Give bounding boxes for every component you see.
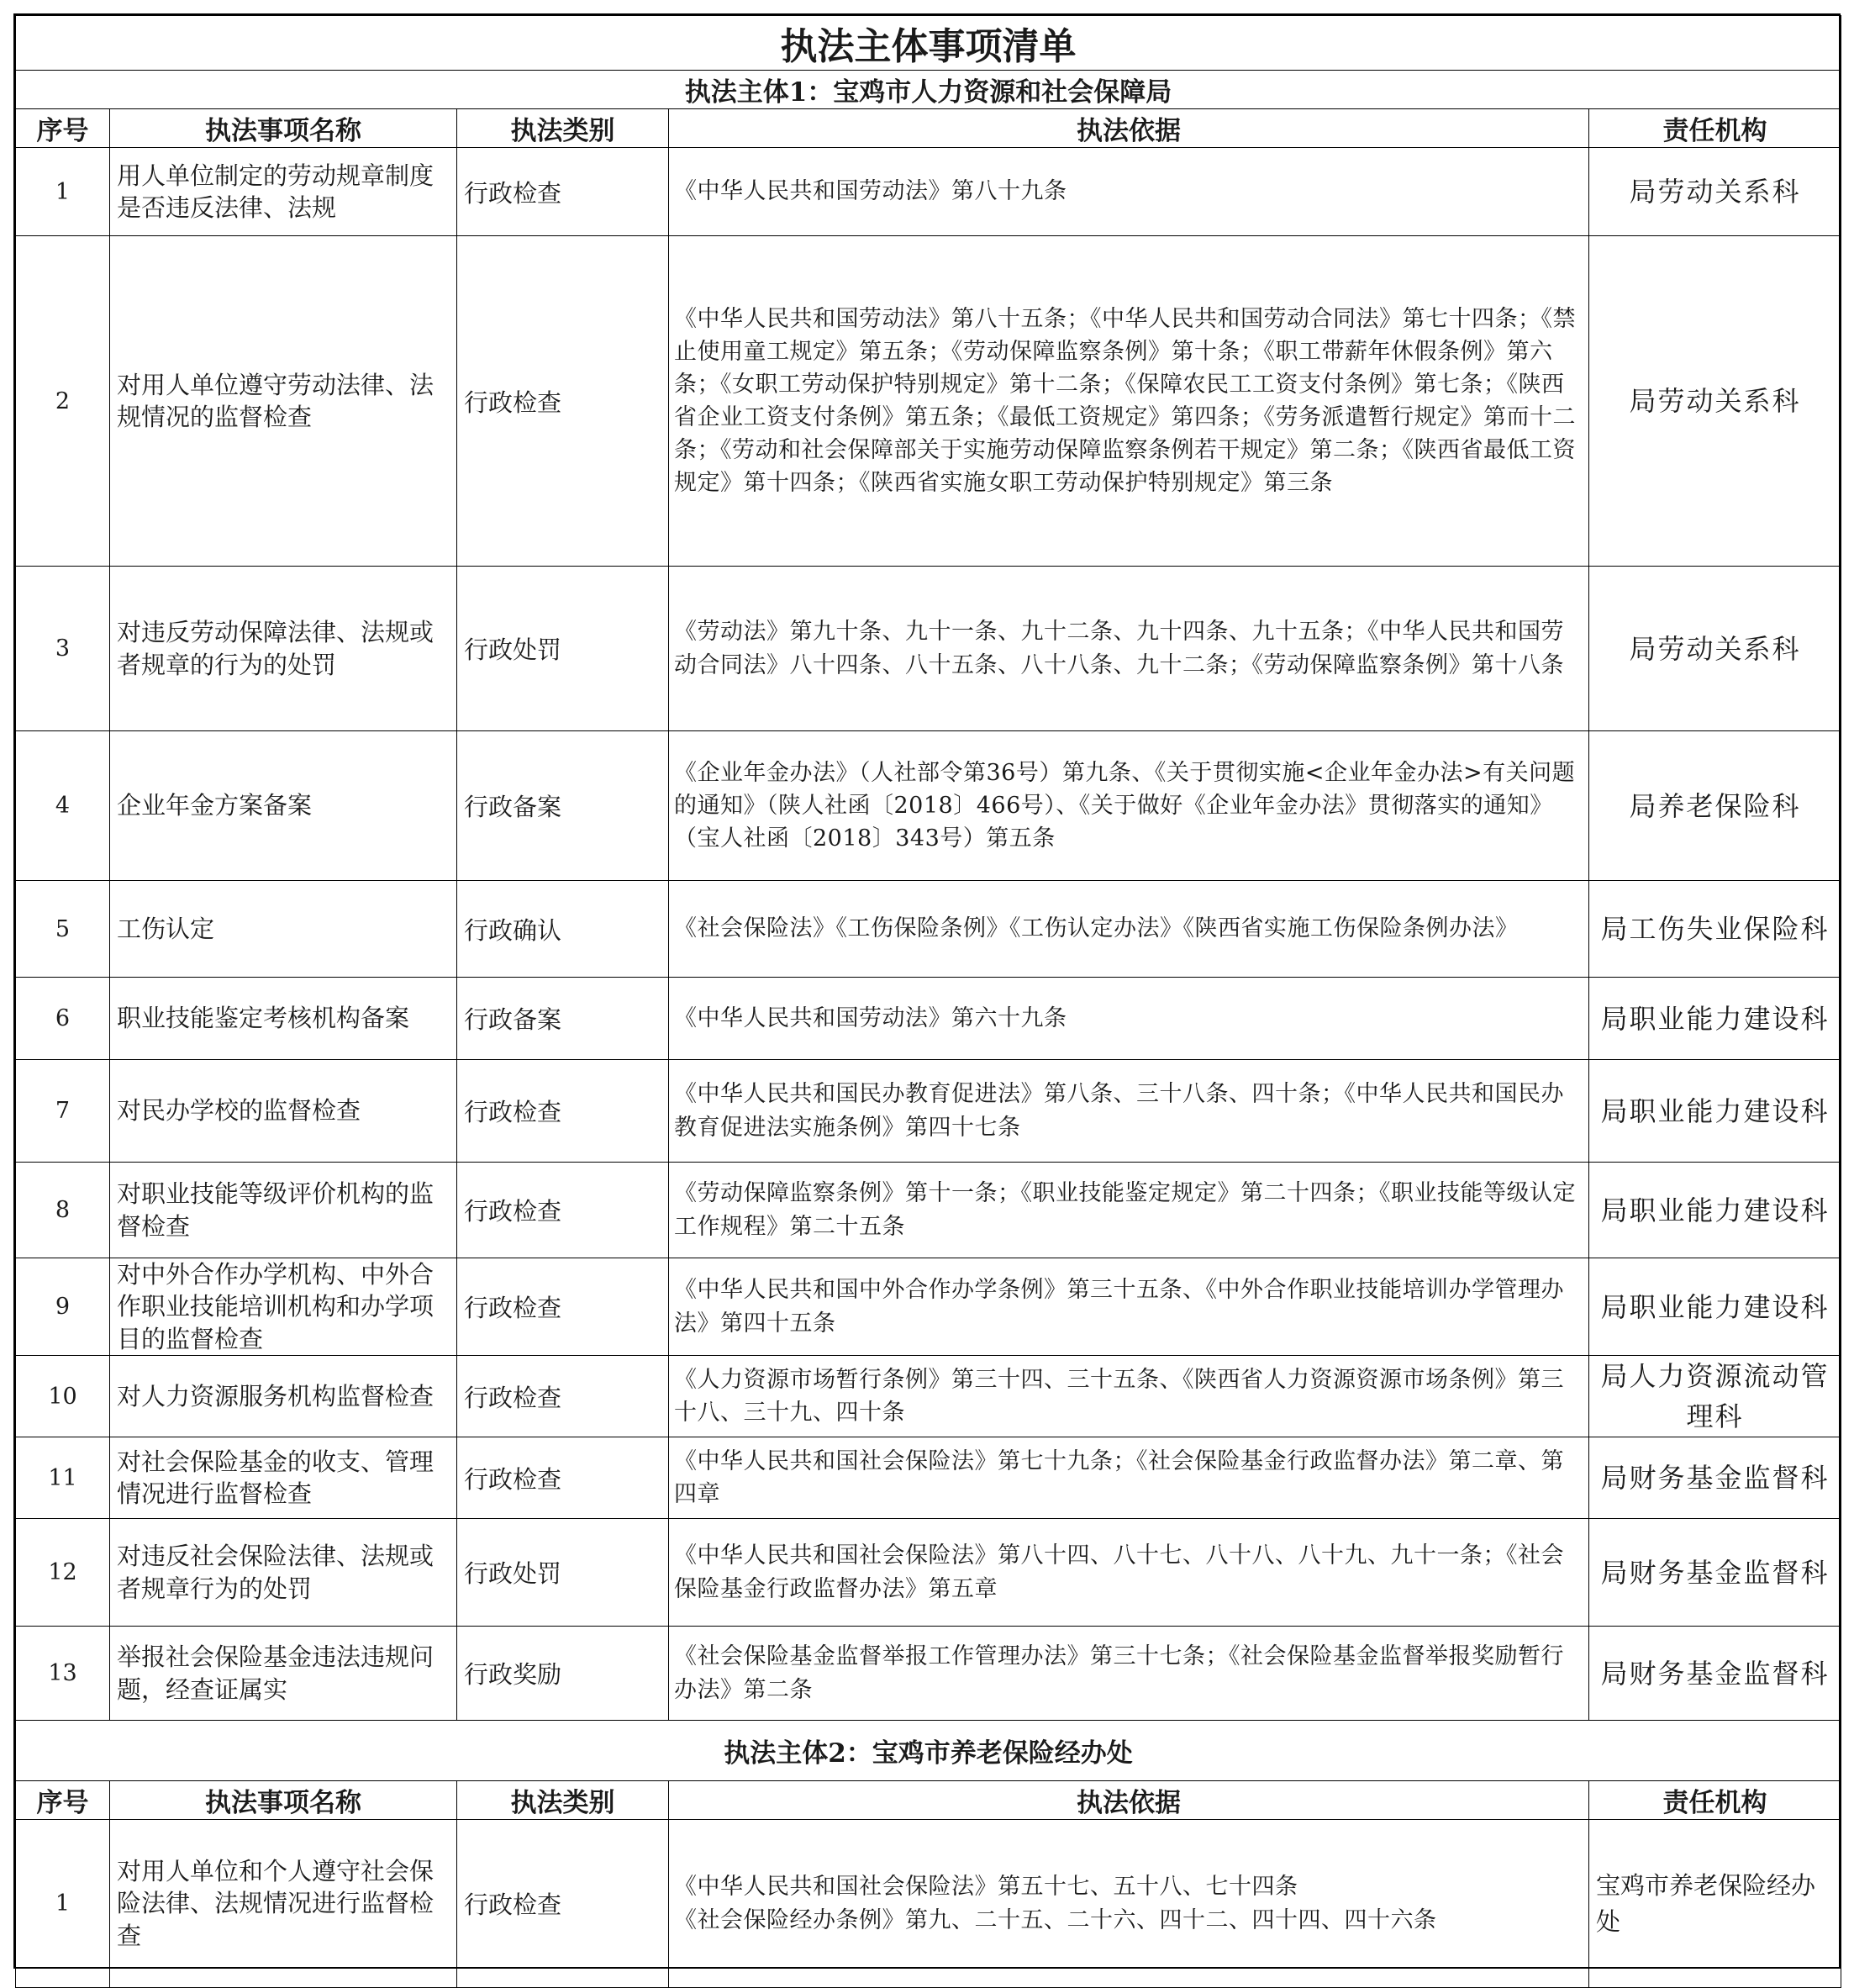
- row-item-name: 对职业技能等级评价机构的监督检查: [110, 1163, 457, 1258]
- row-item-name: 工伤认定: [110, 881, 457, 978]
- header-name: 执法事项名称: [110, 1781, 457, 1820]
- header-org: 责任机构: [1589, 109, 1841, 148]
- row-item-name: 对人力资源服务机构监督检查: [110, 1356, 457, 1437]
- row-item-name: 用人单位制定的劳动规章制度是否违反法律、法规: [110, 148, 457, 236]
- row-item-name: 职业技能鉴定考核机构备案: [110, 978, 457, 1060]
- row-org: 局工伤失业保险科: [1589, 881, 1841, 978]
- row-seq: 8: [16, 1163, 110, 1258]
- row-type: 行政确认: [457, 881, 669, 978]
- header-basis: 执法依据: [669, 109, 1589, 148]
- row-type: 行政检查: [457, 1820, 669, 1988]
- row-org: 局劳动关系科: [1589, 567, 1841, 731]
- table-row: [16, 1258, 1841, 1356]
- row-basis: 《中华人民共和国社会保险法》第八十四、八十七、八十八、八十九、九十一条；《社会保险基金行政监督办法》第五章: [669, 1519, 1589, 1627]
- row-item-name: 对民办学校的监督检查: [110, 1060, 457, 1163]
- row-type: 行政检查: [457, 1437, 669, 1519]
- row-basis: 《中华人民共和国社会保险法》第七十九条；《社会保险基金行政监督办法》第二章、第四章: [669, 1437, 1589, 1519]
- row-item-name: 企业年金方案备案: [110, 731, 457, 881]
- row-org: 局财务基金监督科: [1589, 1519, 1841, 1627]
- table-row: [16, 978, 1841, 1060]
- row-basis: 《中华人民共和国劳动法》第八十五条；《中华人民共和国劳动合同法》第七十四条；《禁止使用童工规定》第五条；《劳动保障监察条例》第十条；《职工带薪年休假条例》第六条；《女职工劳动保护特别规定》第十二条；《保障农民工工资支付条例》第七条；《陕西省企业工资支付条例》第五条；《最低工资规定》第四条；《劳务派遣暂行规定》第而十二条；《劳动和社会保障部关于实施劳动保障监察条例若干规定》第二条；《陕西省最低工资规定》第十四条；《陕西省实施女职工劳动保护特别规定》第三条: [669, 236, 1589, 567]
- row-seq: 1: [16, 1820, 110, 1988]
- entity-title: 执法主体2：宝鸡市养老保险经办处: [16, 1721, 1841, 1781]
- row-seq: 4: [16, 731, 110, 881]
- row-type: 行政检查: [457, 1060, 669, 1163]
- table-row: [16, 1356, 1841, 1437]
- header-seq: 序号: [16, 109, 110, 148]
- row-basis: 《中华人民共和国劳动法》第八十九条: [669, 148, 1589, 236]
- row-basis: 《社会保险法》《工伤保险条例》《工伤认定办法》《陕西省实施工伤保险条例办法》: [669, 881, 1589, 978]
- row-org: 局职业能力建设科: [1589, 1060, 1841, 1163]
- row-basis: 《中华人民共和国劳动法》第六十九条: [669, 978, 1589, 1060]
- table-row: [16, 881, 1841, 978]
- row-type: 行政检查: [457, 236, 669, 567]
- row-org: 局劳动关系科: [1589, 236, 1841, 567]
- row-type: 行政检查: [457, 1356, 669, 1437]
- row-org: 宝鸡市养老保险经办处: [1589, 1820, 1841, 1988]
- row-basis: 《劳动法》第九十条、九十一条、九十二条、九十四条、九十五条；《中华人民共和国劳动合同法》八十四条、八十五条、八十八条、九十二条；《劳动保障监察条例》第十八条: [669, 567, 1589, 731]
- row-basis: 《企业年金办法》（人社部令第36号）第九条、《关于贯彻实施<企业年金办法>有关问题的通知》（陕人社函〔2018〕466号）、《关于做好《企业年金办法》贯彻落实的通知》（宝人社函〔2018〕343号）第五条: [669, 731, 1589, 881]
- table-row: [16, 148, 1841, 236]
- header-type: 执法类别: [457, 109, 669, 148]
- row-org: 局职业能力建设科: [1589, 1258, 1841, 1356]
- row-basis: 《中华人民共和国中外合作办学条例》第三十五条、《中外合作职业技能培训办学管理办法》第四十五条: [669, 1258, 1589, 1356]
- table-row: [16, 236, 1841, 567]
- row-seq: 1: [16, 148, 110, 236]
- row-basis: 《人力资源市场暂行条例》第三十四、三十五条、《陕西省人力资源资源市场条例》第三十八、三十九、四十条: [669, 1356, 1589, 1437]
- table-row: [16, 1820, 1841, 1988]
- row-type: 行政检查: [457, 148, 669, 236]
- header-type: 执法类别: [457, 1781, 669, 1820]
- entity-row: [16, 71, 1841, 109]
- header-row: [16, 109, 1841, 148]
- row-basis: 《中华人民共和国社会保险法》第五十七、五十八、七十四条 《社会保险经办条例》第九、二十五、二十六、四十二、四十四、四十六条: [669, 1820, 1589, 1988]
- row-item-name: 对社会保险基金的收支、管理情况进行监督检查: [110, 1437, 457, 1519]
- row-basis: 《社会保险基金监督举报工作管理办法》第三十七条；《社会保险基金监督举报奖励暂行办法》第二条: [669, 1627, 1589, 1721]
- header-basis: 执法依据: [669, 1781, 1589, 1820]
- table-row: [16, 1627, 1841, 1721]
- row-basis: 《中华人民共和国民办教育促进法》第八条、三十八条、四十条；《中华人民共和国民办教育促进法实施条例》第四十七条: [669, 1060, 1589, 1163]
- table-row: [16, 1163, 1841, 1258]
- row-type: 行政处罚: [457, 1519, 669, 1627]
- table-row: [16, 1437, 1841, 1519]
- row-seq: 3: [16, 567, 110, 731]
- row-org: 局财务基金监督科: [1589, 1627, 1841, 1721]
- row-type: 行政备案: [457, 978, 669, 1060]
- row-seq: 10: [16, 1356, 110, 1437]
- row-item-name: 对中外合作办学机构、中外合作职业技能培训机构和办学项目的监督检查: [110, 1258, 457, 1356]
- row-item-name: 举报社会保险基金违法违规问题，经查证属实: [110, 1627, 457, 1721]
- header-name: 执法事项名称: [110, 109, 457, 148]
- row-org: 局劳动关系科: [1589, 148, 1841, 236]
- row-seq: 5: [16, 881, 110, 978]
- entity-title: 执法主体1：宝鸡市人力资源和社会保障局: [16, 71, 1841, 109]
- table-row: [16, 1519, 1841, 1627]
- header-org: 责任机构: [1589, 1781, 1841, 1820]
- row-item-name: 对违反社会保险法律、法规或者规章行为的处罚: [110, 1519, 457, 1627]
- row-org: 局职业能力建设科: [1589, 978, 1841, 1060]
- row-seq: 2: [16, 236, 110, 567]
- table-row: [16, 731, 1841, 881]
- row-seq: 7: [16, 1060, 110, 1163]
- row-org: 局职业能力建设科: [1589, 1163, 1841, 1258]
- row-type: 行政奖励: [457, 1627, 669, 1721]
- row-org: 局人力资源流动管理科: [1589, 1356, 1841, 1437]
- enforcement-table: [15, 15, 1841, 1988]
- row-org: 局养老保险科: [1589, 731, 1841, 881]
- row-seq: 11: [16, 1437, 110, 1519]
- page-title: 执法主体事项清单: [16, 16, 1841, 71]
- row-basis: 《劳动保障监察条例》第十一条；《职业技能鉴定规定》第二十四条；《职业技能等级认定工作规程》第二十五条: [669, 1163, 1589, 1258]
- row-org: 局财务基金监督科: [1589, 1437, 1841, 1519]
- row-item-name: 对违反劳动保障法律、法规或者规章的行为的处罚: [110, 567, 457, 731]
- header-seq: 序号: [16, 1781, 110, 1820]
- table-row: [16, 1060, 1841, 1163]
- row-type: 行政检查: [457, 1163, 669, 1258]
- row-type: 行政备案: [457, 731, 669, 881]
- row-item-name: 对用人单位和个人遵守社会保险法律、法规情况进行监督检查: [110, 1820, 457, 1988]
- row-seq: 9: [16, 1258, 110, 1356]
- header-row: [16, 1781, 1841, 1820]
- row-seq: 13: [16, 1627, 110, 1721]
- row-type: 行政检查: [457, 1258, 669, 1356]
- row-seq: 6: [16, 978, 110, 1060]
- document-frame: [13, 13, 1841, 1969]
- entity-row: [16, 1721, 1841, 1781]
- row-seq: 12: [16, 1519, 110, 1627]
- table-row: [16, 567, 1841, 731]
- row-item-name: 对用人单位遵守劳动法律、法规情况的监督检查: [110, 236, 457, 567]
- row-type: 行政处罚: [457, 567, 669, 731]
